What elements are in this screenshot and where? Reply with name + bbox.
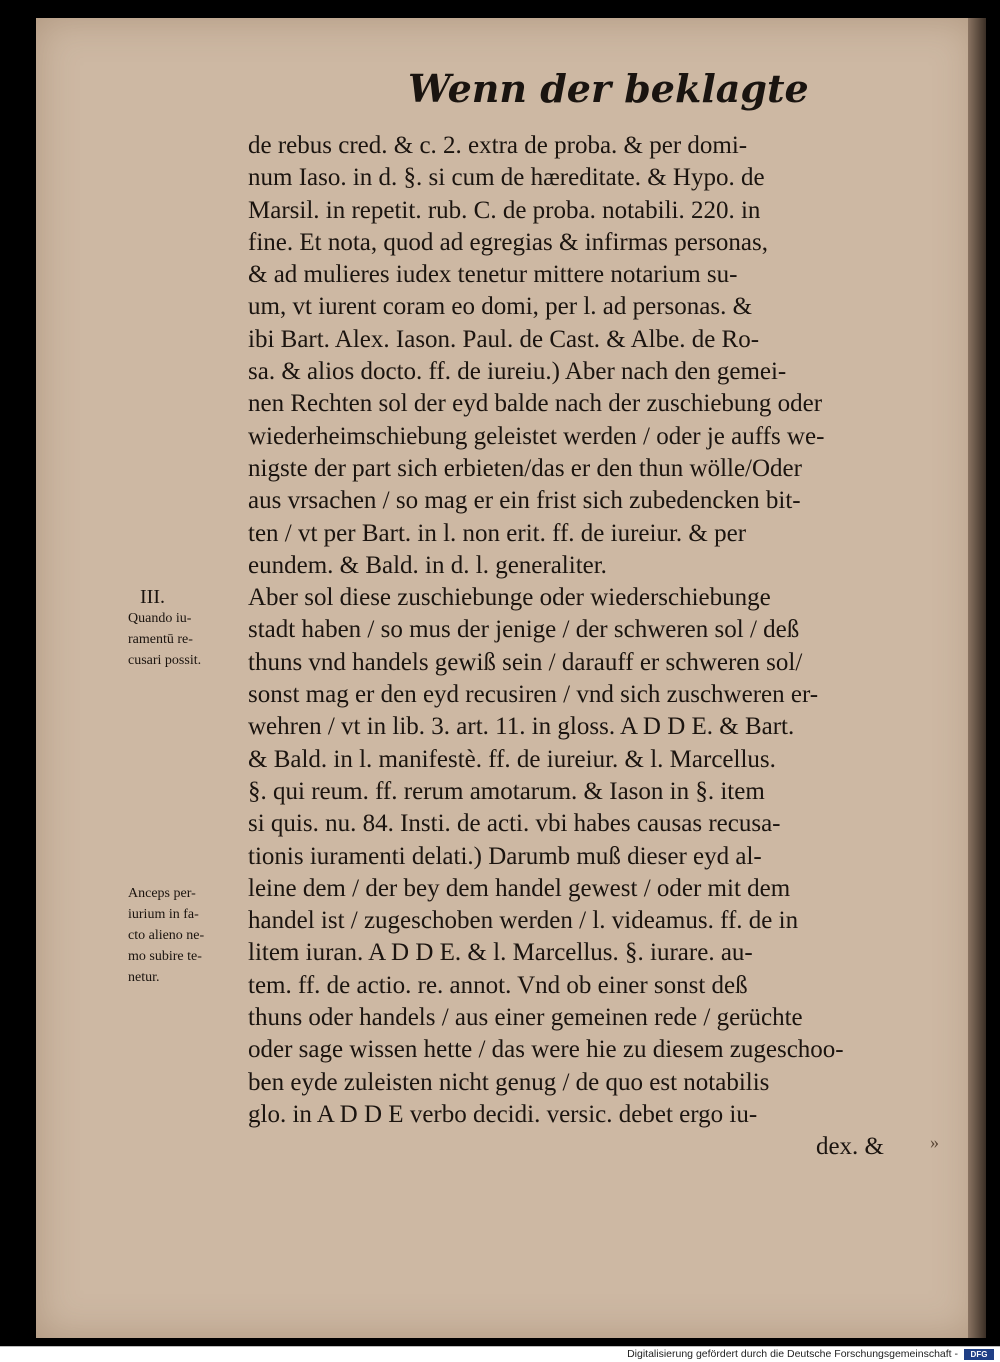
marginal-number: III. — [140, 586, 165, 608]
text-line: wehren / vt in lib. 3. art. 11. in gloss. A D D E. & Bart. — [248, 713, 795, 741]
marginal-line: Quando iu- — [128, 611, 192, 626]
text-line: sonst mag er den eyd recusiren / vnd sich zuschweren er- — [248, 681, 819, 709]
text-line: ben eyde zuleisten nicht genug / de quo est notabilis — [248, 1068, 770, 1096]
page-gutter — [968, 18, 986, 1338]
text-line: Marsil. in repetit. rub. C. de proba. notabili. 220. in — [248, 196, 761, 224]
marginal-note — [128, 608, 248, 671]
text-line: sa. & alios docto. ff. de iureiu.) Aber nach den gemei- — [248, 358, 787, 386]
text-line: tem. ff. de actio. re. annot. Vnd ob einer sonst deß — [248, 971, 748, 999]
text-line: fine. Et nota, quod ad egregias & infirmas personas, — [248, 228, 768, 256]
marginal-line: mo subire te- — [128, 949, 202, 964]
text-line: leine dem / der bey dem handel gewest / oder mit dem — [248, 874, 791, 902]
text-line: nen Rechten sol der eyd balde nach der zuschiebung oder — [248, 390, 823, 418]
page-mark: » — [930, 1132, 939, 1152]
footer-credit: Digitalisierung gefördert durch die Deutsche Forschungsgemeinschaft - — [627, 1348, 958, 1360]
text-line: dex. & — [815, 1133, 884, 1161]
text-line: aus vrsachen / so mag er ein frist sich zubedencken bit- — [248, 487, 801, 515]
text-line: glo. in A D D E verbo decidi. versic. debet ergo iu- — [248, 1100, 758, 1128]
text-line: ibi Bart. Alex. Iason. Paul. de Cast. & Albe. de Ro- — [248, 325, 760, 353]
text-line: ten / vt per Bart. in l. non erit. ff. de iureiur. & per — [248, 519, 747, 547]
text-line: de rebus cred. & c. 2. extra de proba. & per domi- — [248, 132, 748, 159]
text-line: si quis. nu. 84. Insti. de acti. vbi habes causas recusa- — [248, 810, 781, 838]
marginal-line: Anceps per- — [128, 886, 196, 901]
text-line: handel ist / zugeschoben werden / l. videamus. ff. de in — [248, 907, 799, 935]
text-line: nigste der part sich erbieten/das er den thun wölle/Oder — [248, 454, 802, 482]
text-line: §. qui reum. ff. rerum amotarum. & Iason in §. item — [248, 777, 765, 805]
marginal-line: cto alieno ne- — [128, 928, 205, 943]
text-line: wiederheimschiebung geleistet werden / oder je auffs we- — [248, 422, 825, 450]
marginal-line: ramentū re- — [128, 632, 193, 647]
body-text — [248, 130, 884, 1164]
text-line: thuns vnd handels gewiß sein / darauff er schweren sol/ — [248, 648, 803, 676]
text-line: Aber sol diese zuschiebunge oder wiederschiebunge — [248, 584, 771, 612]
text-line: & Bald. in l. manifestè. ff. de iureiur. & l. Marcellus. — [248, 745, 776, 773]
marginal-line: netur. — [128, 970, 160, 985]
dfg-logo: DFG — [964, 1349, 994, 1360]
text-line: num Iaso. in d. §. si cum de hæreditate. & Hypo. de — [248, 164, 765, 192]
footer-bar — [0, 1346, 1000, 1362]
marginal-line: cusari possit. — [128, 653, 202, 668]
text-line: tionis iuramenti delati.) Darumb muß dieser eyd al- — [248, 842, 762, 870]
text-line: & ad mulieres iudex tenetur mittere notarium su- — [248, 261, 738, 289]
text-line: stadt haben / so mus der jenige / der schweren sol / deß — [248, 616, 800, 644]
text-line: thuns oder handels / aus einer gemeinen rede / gerüchte — [248, 1004, 803, 1032]
text-line: um, vt iurent coram eo domi, per l. ad personas. & — [248, 293, 753, 321]
running-head: Wenn der beklagte — [408, 66, 809, 111]
text-line: litem iuran. A D D E. & l. Marcellus. §. iurare. au- — [248, 939, 753, 967]
text-line: oder sage wissen hette / das were hie zu diesem zugeschoo- — [248, 1036, 844, 1064]
marginal-line: iurium in fa- — [128, 907, 199, 922]
text-line: eundem. & Bald. in d. l. generaliter. — [248, 551, 607, 579]
marginal-note — [128, 883, 248, 988]
